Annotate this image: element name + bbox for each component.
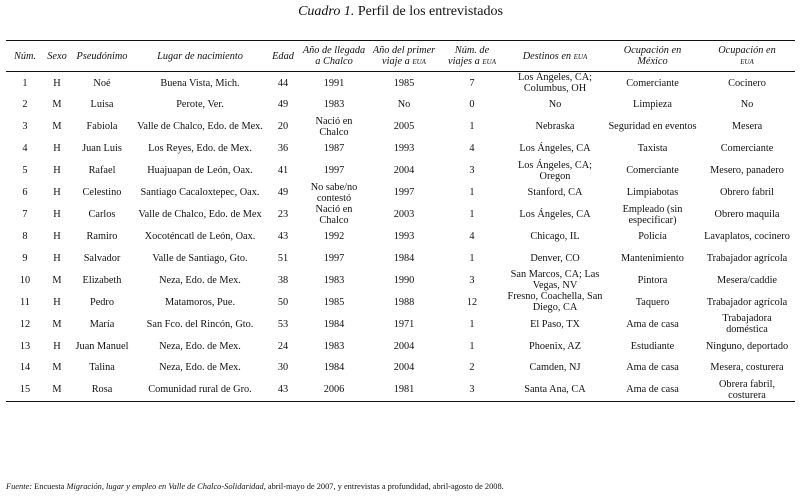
- cell-sexo: H: [53, 252, 61, 264]
- header-num: Núm.: [6, 41, 44, 72]
- header-pseudonimo: Pseudónimo: [70, 41, 134, 72]
- cell-llegada: 1987: [323, 143, 345, 155]
- cell-viajes: 1: [469, 209, 475, 221]
- cell-viajes: 3: [469, 274, 475, 286]
- cell-ocup_mx: Limpiabotas: [626, 187, 679, 199]
- cell-lugar: Valle de Chalco, Edo. de Mex.: [137, 121, 263, 133]
- cell-sexo: H: [53, 209, 61, 221]
- cell-viajes: 7: [469, 77, 475, 89]
- table-row: [6, 357, 795, 379]
- cell-edad: 24: [277, 340, 289, 352]
- cell-llegada: 1991: [323, 77, 345, 89]
- cell-lugar: Valle de Chalco, Edo. de Mex: [138, 209, 262, 221]
- cell-pseud: Luisa: [90, 99, 114, 111]
- cell-num: 8: [22, 230, 28, 242]
- cell-destinos: El Paso, TX: [530, 318, 580, 330]
- cell-ocup_eua: Cocinero: [728, 77, 766, 89]
- cell-primer: No: [397, 99, 411, 111]
- cell-edad: 36: [277, 143, 289, 155]
- cell-pseud: Juan Luis: [82, 143, 122, 155]
- cell-edad: 41: [277, 165, 289, 177]
- cell-destinos: Santa Ana, CA: [504, 379, 606, 402]
- cell-pseud: María: [89, 318, 115, 330]
- cell-sexo: H: [53, 340, 61, 352]
- cell-llegada: 1983: [323, 274, 345, 286]
- cell-edad: 43: [277, 230, 289, 242]
- table-row: [6, 269, 795, 291]
- cell-lugar: Comunidad rural de Gro.: [134, 379, 266, 402]
- profile-table: [6, 40, 795, 402]
- cell-ocup_mx: Ama de casa: [626, 318, 679, 330]
- cell-num: 7: [22, 209, 28, 221]
- cell-primer: 2005: [393, 121, 415, 133]
- cell-llegada: 1985: [323, 296, 345, 308]
- cell-destinos: Nebraska: [535, 121, 575, 133]
- cell-llegada: No sabe/no contestó: [310, 181, 358, 204]
- source-footnote: Fuente: Encuesta Migración, lugar y empleo en Valle de Chalco-Solidaridad, abril-mayo de 2007, y entrevistas a profundidad, abril-agosto de 2008.: [6, 482, 504, 491]
- cell-num: 9: [22, 252, 28, 264]
- cell-sexo: M: [44, 379, 70, 402]
- cell-pseud: Noé: [93, 77, 111, 89]
- table-row: [6, 247, 795, 269]
- cell-pseud: Ramiro: [86, 230, 118, 242]
- cell-primer: 1990: [393, 274, 415, 286]
- cell-llegada: 1997: [323, 252, 345, 264]
- cell-destinos: Phoenix, AZ: [528, 340, 582, 352]
- cell-destinos: Chicago, IL: [530, 230, 580, 242]
- cell-viajes: 4: [469, 143, 475, 155]
- cell-edad: 51: [277, 252, 289, 264]
- table-title: [0, 4, 801, 20]
- cell-primer: 1988: [393, 296, 415, 308]
- cell-edad: 30: [277, 362, 289, 374]
- cell-sexo: H: [53, 296, 61, 308]
- cell-primer: 1997: [393, 187, 415, 199]
- cell-ocup_eua: Trabajador agrícola: [706, 252, 788, 264]
- header-edad: Edad: [266, 41, 300, 72]
- table-row: [6, 72, 795, 95]
- cell-edad: 43: [266, 379, 300, 402]
- cell-num: 3: [22, 121, 28, 133]
- table-row: [6, 313, 795, 335]
- cell-edad: 49: [277, 99, 289, 111]
- cell-pseud: Rafael: [88, 165, 116, 177]
- cell-sexo: M: [52, 99, 62, 111]
- header-num-viajes: Núm. de viajes a eua: [440, 41, 504, 72]
- cell-llegada: Nació en Chalco: [315, 203, 353, 226]
- cell-edad: 23: [277, 209, 289, 221]
- cell-sexo: H: [53, 77, 61, 89]
- table-row: [6, 291, 795, 313]
- cell-lugar: Matamoros, Pue.: [164, 296, 236, 308]
- cell-ocup_eua: Obrera fabril, costurera: [699, 379, 795, 402]
- cell-destinos: Stanford, CA: [527, 187, 583, 199]
- cell-primer: 1981: [368, 379, 440, 402]
- cell-viajes: 1: [469, 340, 475, 352]
- cell-pseud: Pedro: [89, 296, 115, 308]
- cell-lugar: San Fco. del Rincón, Gto.: [146, 318, 254, 330]
- cell-llegada: 1983: [323, 99, 345, 111]
- cell-lugar: Huajuapan de León, Oax.: [147, 165, 253, 177]
- cell-destinos: Fresno, Coachella, San Diego, CA: [507, 291, 603, 314]
- cell-primer: 1984: [393, 252, 415, 264]
- table-body: [6, 72, 795, 402]
- cell-pseud: Carlos: [88, 209, 116, 221]
- cell-num: 1: [22, 77, 28, 89]
- cell-ocup_mx: Ama de casa: [626, 362, 679, 374]
- cell-num: 10: [19, 274, 31, 286]
- table-row: [6, 379, 795, 402]
- table-row: [6, 182, 795, 204]
- cell-llegada: 1983: [323, 340, 345, 352]
- cell-num: 12: [19, 318, 31, 330]
- cell-sexo: H: [53, 165, 61, 177]
- cell-ocup_mx: Estudiante: [630, 340, 675, 352]
- cell-llegada: Nació en Chalco: [315, 115, 353, 138]
- cell-viajes: 1: [469, 318, 475, 330]
- cell-primer: 1971: [393, 318, 415, 330]
- cell-num: 4: [22, 143, 28, 155]
- cell-primer: 2003: [393, 209, 415, 221]
- cell-destinos: Los Ángeles, CA: [519, 143, 591, 155]
- table-row: [6, 335, 795, 357]
- cell-destinos: San Marcos, CA; Las Vegas, NV: [510, 269, 600, 292]
- cell-edad: 20: [277, 121, 289, 133]
- cell-num: 14: [19, 362, 31, 374]
- cell-ocup_eua: Mesera: [731, 121, 763, 133]
- cell-num: 13: [19, 340, 31, 352]
- cell-llegada: 1984: [323, 318, 345, 330]
- cell-destinos: Denver, CO: [530, 252, 580, 264]
- cell-num: 6: [22, 187, 28, 199]
- cell-viajes: 2: [469, 362, 475, 374]
- cell-num: 2: [22, 99, 28, 111]
- table-row: [6, 116, 795, 138]
- cell-primer: 2004: [393, 362, 415, 374]
- cell-viajes: 1: [469, 252, 475, 264]
- cell-llegada: 1992: [323, 230, 345, 242]
- cell-ocup_mx: Pintora: [637, 274, 668, 286]
- cell-num: 15: [6, 379, 44, 402]
- cell-ocup_mx: Comerciante: [626, 77, 679, 89]
- cell-viajes: 4: [469, 230, 475, 242]
- header-ocup-eua: Ocupación en eua: [699, 41, 795, 72]
- cell-destinos: Los Ángeles, CA; Columbus, OH: [517, 72, 593, 94]
- table-row: [6, 94, 795, 116]
- cell-destinos: Los Ángeles, CA; Oregon: [517, 159, 593, 182]
- cell-primer: 1985: [393, 77, 415, 89]
- cell-viajes: 12: [466, 296, 478, 308]
- cell-lugar: Perote, Ver.: [176, 99, 224, 111]
- cell-ocup_eua: Comerciante: [720, 143, 774, 155]
- cell-lugar: Neza, Edo. de Mex.: [159, 362, 241, 374]
- cell-num: 11: [20, 296, 30, 308]
- cell-llegada: 1997: [323, 165, 345, 177]
- cell-edad: 49: [277, 187, 289, 199]
- cell-ocup_mx: Ama de casa: [606, 379, 699, 402]
- cell-num: 5: [22, 165, 28, 177]
- header-lugar: Lugar de nacimiento: [134, 41, 266, 72]
- cell-viajes: 1: [469, 187, 475, 199]
- table-row: [6, 138, 795, 160]
- cell-pseud: Elizabeth: [82, 274, 122, 286]
- cell-lugar: Valle de Santiago, Gto.: [152, 252, 248, 264]
- header-ocup-mexico: Ocupación en México: [606, 41, 699, 72]
- cell-ocup_eua: Lavaplatos, cocinero: [704, 230, 790, 242]
- cell-sexo: H: [53, 230, 61, 242]
- cell-ocup_eua: Trabajador agrícola: [706, 296, 788, 308]
- cell-sexo: H: [53, 143, 61, 155]
- cell-lugar: Buena Vista, Mich.: [160, 77, 240, 89]
- cell-llegada: 1984: [323, 362, 345, 374]
- cell-primer: 2004: [393, 165, 415, 177]
- cell-ocup_mx: Mantenimiento: [621, 252, 684, 264]
- cell-edad: 50: [277, 296, 289, 308]
- cell-ocup_eua: Mesera, costurera: [710, 362, 784, 374]
- cell-ocup_eua: Obrero maquila: [714, 209, 780, 221]
- cell-llegada: 2006: [300, 379, 368, 402]
- cell-pseud: Salvador: [83, 252, 121, 264]
- cell-primer: 2004: [393, 340, 415, 352]
- cell-destinos: Los Ángeles, CA: [519, 209, 591, 221]
- cell-edad: 44: [277, 77, 289, 89]
- cell-sexo: M: [52, 362, 62, 374]
- cell-viajes: 1: [469, 121, 475, 133]
- cell-primer: 1993: [393, 143, 415, 155]
- cell-ocup_mx: Limpieza: [633, 99, 672, 111]
- cell-edad: 38: [277, 274, 289, 286]
- cell-edad: 53: [277, 318, 289, 330]
- cell-sexo: H: [53, 187, 61, 199]
- cell-ocup_eua: No: [740, 99, 754, 111]
- cell-ocup_mx: Taxista: [637, 143, 668, 155]
- header-primer-viaje: Año del primer viaje a eua: [368, 41, 440, 72]
- table-row: [6, 160, 795, 182]
- cell-ocup_eua: Mesera/caddie: [716, 274, 778, 286]
- cell-lugar: Santiago Cacaloxtepec, Oax.: [140, 187, 260, 199]
- cell-lugar: Neza, Edo. de Mex.: [159, 340, 241, 352]
- cell-pseud: Juan Manuel: [75, 340, 129, 352]
- header-anio-llegada: Año de llegada a Chalco: [300, 41, 368, 72]
- cell-primer: 1993: [393, 230, 415, 242]
- cell-destinos: Camden, NJ: [529, 362, 581, 374]
- cell-viajes: 0: [469, 99, 475, 111]
- table-row: [6, 226, 795, 248]
- cell-viajes: 3: [440, 379, 504, 402]
- table-header-row: [6, 41, 795, 72]
- table-caption: Perfil de los entrevistados: [357, 4, 503, 19]
- cell-lugar: Neza, Edo. de Mex.: [159, 274, 241, 286]
- cell-pseud: Celestino: [82, 187, 122, 199]
- cell-lugar: Los Reyes, Edo. de Mex.: [148, 143, 252, 155]
- cell-destinos: No: [548, 99, 562, 111]
- cell-pseud: Rosa: [70, 379, 134, 402]
- cell-ocup_mx: Policía: [638, 230, 667, 242]
- cell-ocup_mx: Comerciante: [626, 165, 679, 177]
- cell-pseud: Talina: [89, 362, 115, 374]
- cell-sexo: M: [52, 274, 62, 286]
- cell-pseud: Fabiola: [86, 121, 118, 133]
- cell-sexo: M: [52, 121, 62, 133]
- cell-ocup_mx: Seguridad en eventos: [608, 121, 697, 133]
- cell-sexo: M: [52, 318, 62, 330]
- cell-ocup_eua: Ninguno, deportado: [705, 340, 789, 352]
- cell-ocup_eua: Mesero, panadero: [710, 165, 784, 177]
- cell-ocup_eua: Trabajadora doméstica: [722, 313, 772, 336]
- cell-ocup_mx: Empleado (sin especificar): [622, 203, 683, 226]
- header-destinos: Destinos en eua: [504, 41, 606, 72]
- cell-ocup_eua: Obrero fabril: [719, 187, 775, 199]
- cell-lugar: Xocoténcatl de León, Oax.: [144, 230, 256, 242]
- cell-viajes: 3: [469, 165, 475, 177]
- cell-ocup_mx: Taquero: [635, 296, 670, 308]
- table-number: Cuadro 1.: [298, 4, 355, 19]
- header-sexo: Sexo: [44, 41, 70, 72]
- table-row: [6, 204, 795, 226]
